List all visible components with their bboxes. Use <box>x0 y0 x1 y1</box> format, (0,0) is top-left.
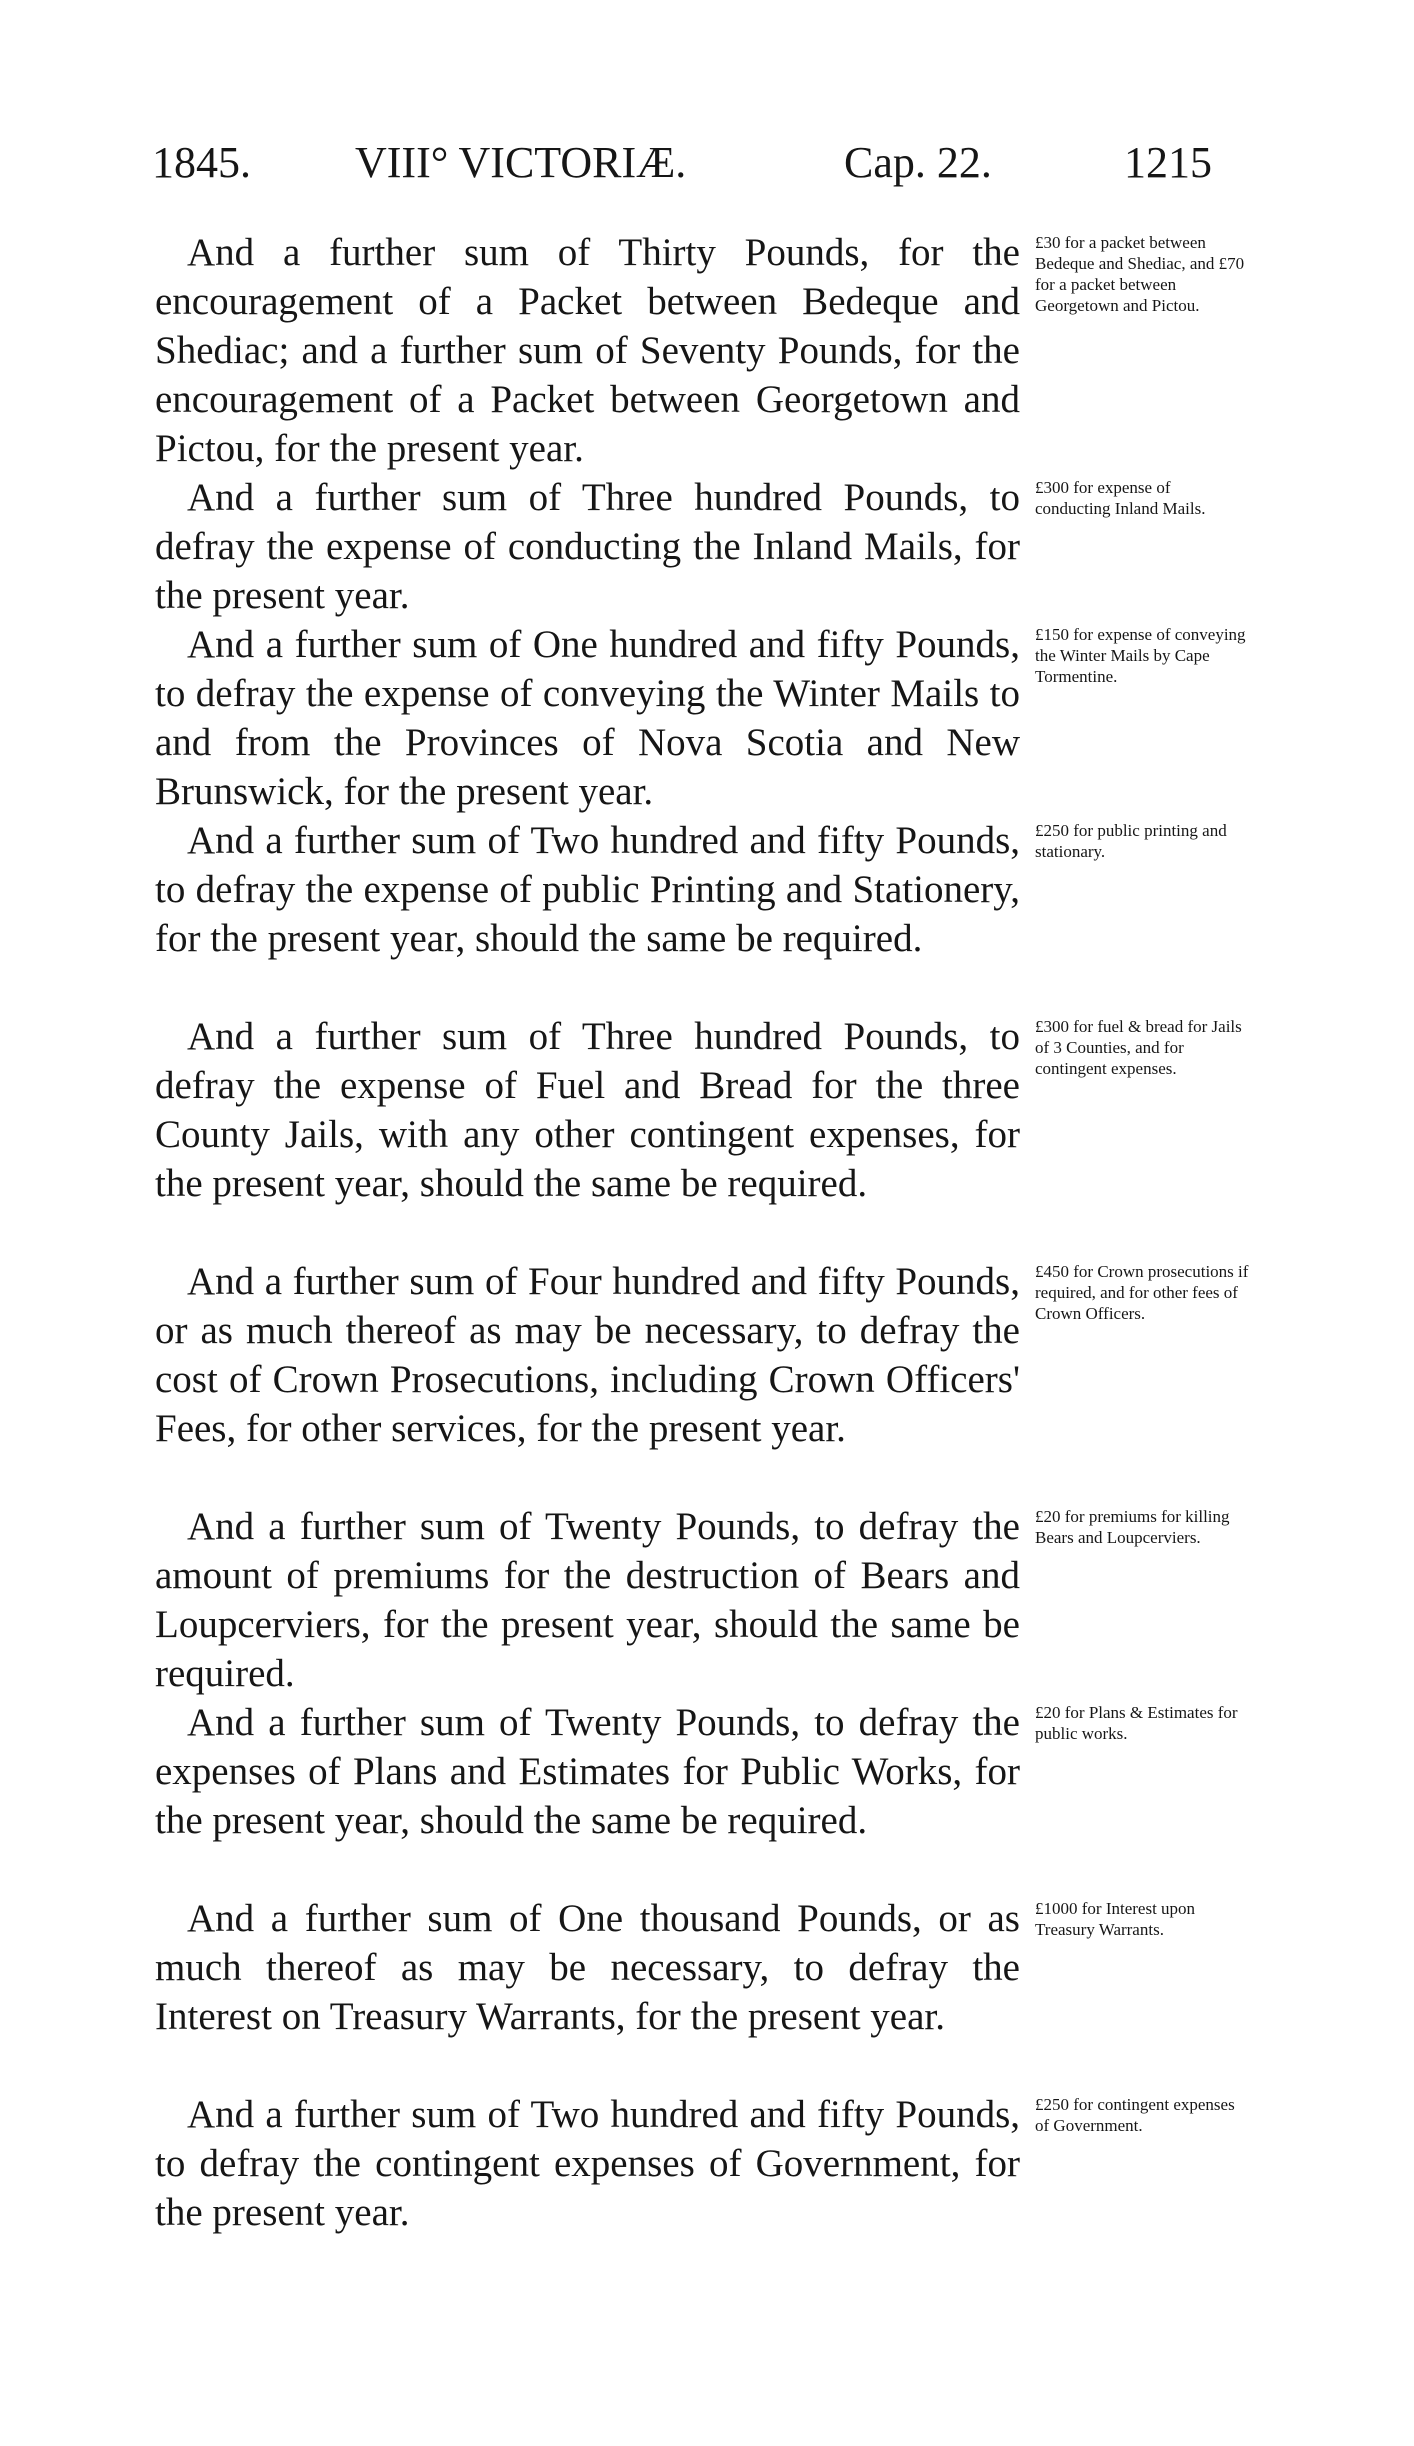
paragraph: And a further sum of Twenty Pounds, to defray the amount of premiums for the destruction of Bears and Loupcerviers, for the present year, should the same be required. <box>155 1505 1020 1695</box>
margin-note: £1000 for Interest upon Treasury Warrants. <box>1035 1899 1196 1939</box>
header-year: 1845. <box>152 138 251 187</box>
running-header <box>152 128 1212 198</box>
paragraph: And a further sum of Two hundred and fifty Pounds, to defray the contingent expenses of Government, for the present year. <box>155 2093 1020 2234</box>
paragraph: And a further sum of Three hundred Pounds, to defray the expense of Fuel and Bread for the three County Jails, with any other contingent expenses, for the present year, should the same be required. <box>155 1015 1020 1205</box>
paragraph: And a further sum of One thousand Pounds, or as much thereof as may be necessary, to defray the Interest on Treasury Warrants, for the present year. <box>155 1897 1020 2038</box>
paragraph: And a further sum of One hundred and fifty Pounds, to defray the expense of conveying the Winter Mails to and from the Provinces of Nova Scotia and New Brunswick, for the present year. <box>155 623 1020 813</box>
header-reign: VIII° VICTORIÆ. <box>355 138 687 187</box>
paragraph: And a further sum of Four hundred and fifty Pounds, or as much thereof as may be necessary, to defray the cost of Crown Prosecutions, including Crown Officers' Fees, for other services, for the present year. <box>155 1260 1020 1450</box>
paragraph: And a further sum of Three hundred Pounds, to defray the expense of conducting the Inland Mails, for the present year. <box>155 476 1020 617</box>
margin-note: £450 for Crown prosecutions if required, and for other fees of Crown Officers. <box>1035 1262 1249 1323</box>
margin-note: £250 for contingent expenses of Government. <box>1035 2095 1235 2135</box>
paragraph: And a further sum of Two hundred and fifty Pounds, to defray the expense of public Printing and Stationery, for the present year, should the same be required. <box>155 819 1020 960</box>
paragraph: And a further sum of Thirty Pounds, for the encouragement of a Packet between Bedeque and Shediac; and a further sum of Seventy Pounds, for the encouragement of a Packet between Georgetown and Pictou, for the present year. <box>155 231 1020 470</box>
paragraph: And a further sum of Twenty Pounds, to defray the expenses of Plans and Estimates for Public Works, for the present year, should the same be required. <box>155 1701 1020 1842</box>
margin-note: £150 for expense of conveying the Winter Mails by Cape Tormentine. <box>1035 625 1246 686</box>
header-chapter: Cap. 22. <box>844 138 992 187</box>
margin-note: £30 for a packet between Bedeque and Shediac, and £70 for a packet between Georgetown and Pictou. <box>1035 233 1245 315</box>
header-page-number: 1215 <box>1124 138 1212 187</box>
margin-note: £250 for public printing and stationary. <box>1035 821 1227 861</box>
margin-note: £300 for fuel & bread for Jails of 3 Counties, and for contingent expenses. <box>1035 1017 1242 1078</box>
margin-note: £20 for Plans & Estimates for public works. <box>1035 1703 1238 1743</box>
margin-note: £20 for premiums for killing Bears and Loupcerviers. <box>1035 1507 1230 1547</box>
margin-note: £300 for expense of conducting Inland Mails. <box>1035 478 1206 518</box>
